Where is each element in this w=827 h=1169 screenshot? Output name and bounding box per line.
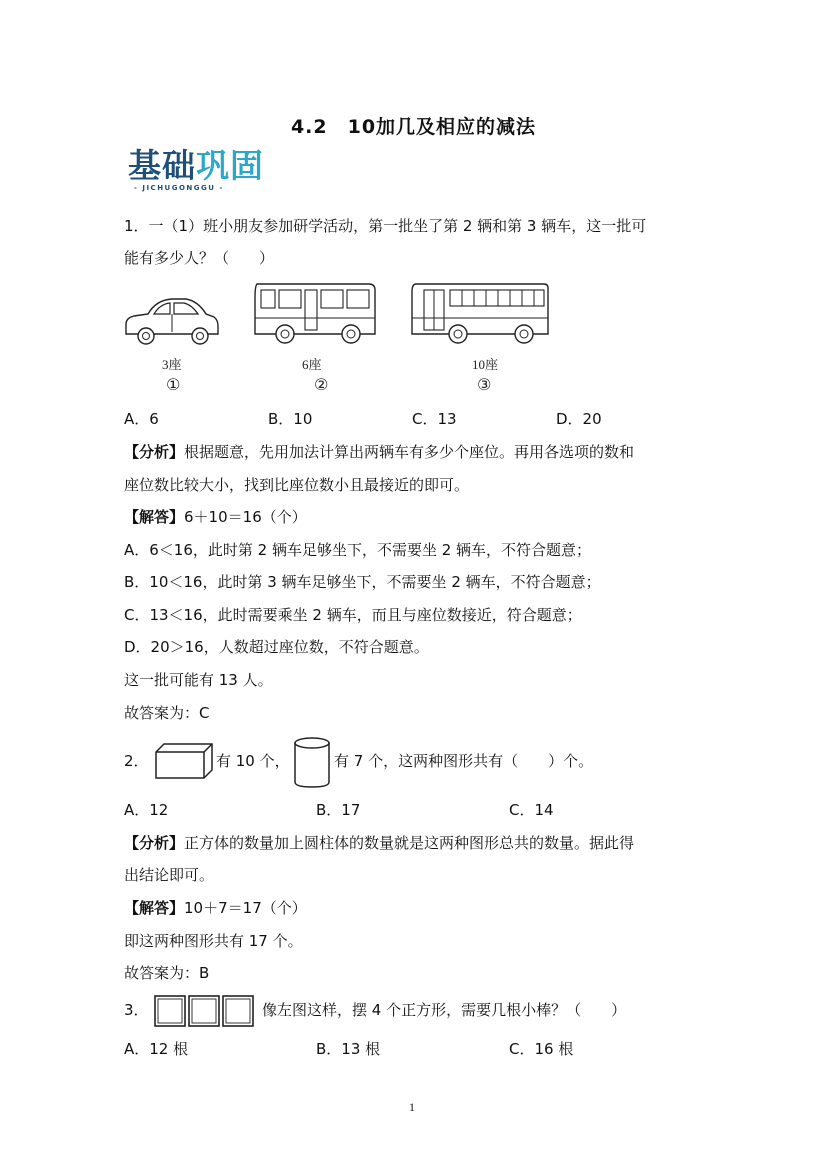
bus-seats: 10座: [472, 357, 499, 372]
q2-conclusion: 即这两种图形共有 17 个。: [124, 932, 303, 950]
q3-number: 3．: [124, 1001, 149, 1019]
q1-stem-line1: 1．一（1）班小朋友参加研学活动，第一批坐了第 2 辆和第 3 辆车，这一批可: [124, 217, 647, 235]
q2-analysis-tag: 【分析】: [124, 834, 185, 852]
q1-explain-b: B．10＜16，此时第 3 辆车足够坐下，不需要坐 2 辆车，不符合题意；: [124, 573, 601, 591]
q2-option-a: A．12: [124, 801, 169, 819]
q2-option-b: B．17: [316, 801, 361, 819]
q3-option-a: A．12 根: [124, 1040, 189, 1058]
cuboid-icon: [154, 742, 214, 780]
q2-analysis-line1: [124, 833, 634, 853]
q1-explain-d: D．20＞16，人数超过座位数，不符合题意。: [124, 638, 429, 656]
q3-option-c: C．16 根: [509, 1040, 574, 1058]
minibus-seats: 6座: [302, 357, 322, 372]
q1-option-b: B．10: [268, 410, 313, 428]
q1-option-c: C．13: [412, 410, 457, 428]
car-icon: [122, 294, 222, 346]
minibus-mark: ②: [314, 375, 329, 394]
q2-answer: 10＋7＝17（个）: [184, 899, 307, 917]
car-mark: ①: [166, 375, 181, 394]
q1-option-a: A．6: [124, 410, 159, 428]
page-title: 4.2 10加几及相应的减法: [290, 116, 537, 138]
q1-explain-a: A．6＜16，此时第 2 辆车足够坐下，不需要坐 2 辆车，不符合题意；: [124, 541, 592, 559]
matchstick-squares-icon: [152, 993, 258, 1031]
q2-answer-line: [124, 898, 307, 918]
q1-analysis-tag: 【分析】: [124, 443, 185, 461]
bus-icon: [408, 280, 550, 346]
q1-conclusion: 这一批可能有 13 人。: [124, 671, 273, 689]
q1-answer-tag: 【解答】: [124, 508, 185, 526]
q3-option-b: B．13 根: [316, 1040, 381, 1058]
q2-answer-tag: 【解答】: [124, 899, 185, 917]
basic-consolidation-logo: [128, 148, 276, 192]
q1-analysis-line2: 座位数比较大小，找到比座位数小且最接近的即可。: [124, 476, 470, 494]
q2-option-c: C．14: [509, 801, 554, 819]
q2-final: 故答案为：B: [124, 964, 210, 982]
bus-mark: ③: [477, 375, 492, 394]
q1-explain-c: C．13＜16，此时需要乘坐 2 辆车，而且与座位数接近，符合题意；: [124, 606, 582, 624]
q2-analysis-line2: 出结论即可。: [124, 866, 215, 884]
logo-main-a: 基础: [128, 146, 196, 185]
q1-option-d: D．20: [556, 410, 602, 428]
car-seats: 3座: [162, 357, 182, 372]
q2-number: 2．: [124, 752, 149, 770]
q2-part2: 有 7 个，这两种图形共有（ ）个。: [334, 752, 594, 770]
minibus-icon: [251, 280, 379, 346]
q1-stem-line2: 能有多少人？（ ）: [124, 249, 275, 267]
logo-main-b: 巩固: [196, 146, 264, 185]
q1-analysis-line1: [124, 442, 634, 462]
q1-analysis-text1: 根据题意，先用加法计算出两辆车有多少个座位。再用各选项的数和: [184, 443, 635, 461]
q1-answer-line: [124, 507, 307, 527]
logo-sub: - JICHUGONGGU -: [134, 184, 224, 192]
q3-text: 像左图这样，摆 4 个正方形，需要几根小棒？（ ）: [262, 1001, 627, 1019]
q2-analysis-text1: 正方体的数量加上圆柱体的数量就是这两种图形总共的数量。据此得: [184, 834, 635, 852]
q1-answer: 6＋10＝16（个）: [184, 508, 307, 526]
q1-final: 故答案为：C: [124, 704, 210, 722]
page-number: 1: [409, 1100, 415, 1114]
q2-part1: 有 10 个，: [216, 752, 290, 770]
cylinder-icon: [292, 736, 332, 790]
